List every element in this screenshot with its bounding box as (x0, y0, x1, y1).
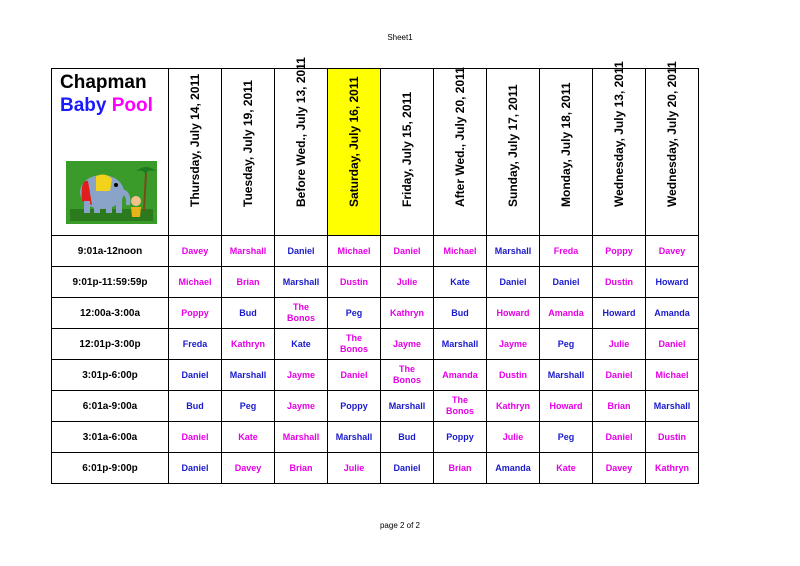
date-header (593, 61, 646, 236)
participant-cell: Marshall (487, 236, 540, 267)
participant-cell: Daniel (540, 267, 593, 298)
time-slot: 6:01a-9:00a (52, 391, 169, 422)
participant-cell: Kathryn (487, 391, 540, 422)
schedule-row (52, 267, 699, 298)
participant-cell: Brian (222, 267, 275, 298)
participant-cell: Amanda (434, 360, 487, 391)
date-label: Tuesday, July 19, 2011 (241, 80, 255, 207)
participant-cell: Marshall (434, 329, 487, 360)
participant-cell: Peg (540, 422, 593, 453)
date-header (487, 69, 540, 236)
participant-cell: Poppy (328, 391, 381, 422)
date-header (381, 69, 434, 236)
date-label: Wednesday, July 13, 2011 (612, 61, 626, 207)
page-footer: page 2 of 2 (379, 521, 421, 530)
participant-cell: Michael (328, 236, 381, 267)
participant-cell: Poppy (169, 298, 222, 329)
participant-cell: Davey (593, 453, 646, 484)
schedule-row (52, 453, 699, 484)
participant-cell: Jayme (381, 329, 434, 360)
participant-cell: Peg (540, 329, 593, 360)
date-header (434, 69, 487, 236)
date-header (540, 69, 593, 236)
participant-cell: Dustin (328, 267, 381, 298)
participant-cell: Bud (434, 298, 487, 329)
participant-cell: Brian (593, 391, 646, 422)
participant-cell: Bud (222, 298, 275, 329)
participant-cell: Michael (434, 236, 487, 267)
schedule-row (52, 236, 699, 267)
participant-cell: Michael (646, 360, 699, 391)
time-slot: 3:01a-6:00a (52, 422, 169, 453)
pool-title-line2 (60, 95, 153, 117)
schedule-row (52, 298, 699, 329)
sheet-title: Sheet1 (387, 33, 413, 42)
participant-cell: Davey (222, 453, 275, 484)
date-header (646, 61, 699, 236)
participant-cell: Marshall (328, 422, 381, 453)
participant-cell: Howard (487, 298, 540, 329)
date-label: Monday, July 18, 2011 (559, 82, 573, 207)
participant-cell: Daniel (381, 453, 434, 484)
participant-cell: Jayme (487, 329, 540, 360)
participant-cell: Julie (328, 453, 381, 484)
participant-cell: Daniel (169, 360, 222, 391)
participant-cell: Amanda (487, 453, 540, 484)
participant-cell: Daniel (328, 360, 381, 391)
participant-cell: Daniel (487, 267, 540, 298)
participant-cell: Marshall (222, 236, 275, 267)
participant-cell: Brian (434, 453, 487, 484)
participant-cell: Amanda (540, 298, 593, 329)
date-header (275, 57, 328, 236)
participant-cell: Howard (593, 298, 646, 329)
date-label: After Wed., July 20, 2011 (453, 67, 467, 207)
participant-cell: Poppy (593, 236, 646, 267)
participant-cell: Daniel (593, 360, 646, 391)
participant-cell: Daniel (593, 422, 646, 453)
date-label: Saturday, July 16, 2011 (347, 76, 361, 207)
participant-cell: The Bonos (381, 360, 434, 391)
time-slot: 12:01p-3:00p (52, 329, 169, 360)
participant-cell: Marshall (222, 360, 275, 391)
date-label: Wednesday, July 20, 2011 (665, 61, 679, 207)
participant-cell: Davey (169, 236, 222, 267)
schedule-row (52, 391, 699, 422)
participant-cell: Kathryn (381, 298, 434, 329)
participant-cell: Jayme (275, 360, 328, 391)
participant-cell: Marshall (646, 391, 699, 422)
participant-cell: Jayme (275, 391, 328, 422)
participant-cell: Marshall (381, 391, 434, 422)
date-label: Thursday, July 14, 2011 (188, 73, 202, 207)
participant-cell: Howard (540, 391, 593, 422)
participant-cell: Kate (275, 329, 328, 360)
participant-cell: Daniel (169, 453, 222, 484)
participant-cell: The Bonos (434, 391, 487, 422)
schedule-row (52, 360, 699, 391)
participant-cell: Howard (646, 267, 699, 298)
participant-cell: Daniel (381, 236, 434, 267)
pool-title-baby: Baby (60, 95, 107, 116)
participant-cell: Brian (275, 453, 328, 484)
participant-cell: Julie (593, 329, 646, 360)
date-label: Before Wed., July 13, 2011 (294, 57, 308, 207)
participant-cell: Daniel (275, 236, 328, 267)
date-label: Sunday, July 17, 2011 (506, 84, 520, 207)
pool-title-cell (52, 69, 169, 236)
participant-cell: Daniel (646, 329, 699, 360)
date-header (222, 69, 275, 236)
date-header (328, 69, 381, 236)
date-label: Friday, July 15, 2011 (400, 91, 414, 207)
schedule-row (52, 329, 699, 360)
participant-cell: Marshall (275, 422, 328, 453)
participant-cell: Dustin (593, 267, 646, 298)
participant-cell: Davey (646, 236, 699, 267)
baby-pool-table (51, 57, 699, 484)
pool-title-pool: Pool (111, 95, 153, 116)
participant-cell: Julie (487, 422, 540, 453)
schedule-body (52, 236, 699, 484)
participant-cell: Dustin (487, 360, 540, 391)
participant-cell: Peg (328, 298, 381, 329)
time-slot: 9:01p-11:59:59p (52, 267, 169, 298)
participant-cell: Kate (540, 453, 593, 484)
participant-cell: Amanda (646, 298, 699, 329)
participant-cell: Daniel (169, 422, 222, 453)
time-slot: 6:01p-9:00p (52, 453, 169, 484)
participant-cell: Peg (222, 391, 275, 422)
pool-title-line1: Chapman (60, 72, 147, 93)
participant-cell: Bud (381, 422, 434, 453)
participant-cell: Kate (434, 267, 487, 298)
participant-cell: The Bonos (328, 329, 381, 360)
time-slot: 12:00a-3:00a (52, 298, 169, 329)
header-row (52, 69, 699, 236)
time-slot: 3:01p-6:00p (52, 360, 169, 391)
participant-cell: Marshall (275, 267, 328, 298)
participant-cell: Kathryn (222, 329, 275, 360)
participant-cell: The Bonos (275, 298, 328, 329)
participant-cell: Freda (169, 329, 222, 360)
elephant-logo-icon (66, 161, 157, 224)
time-slot: 9:01a-12noon (52, 236, 169, 267)
participant-cell: Bud (169, 391, 222, 422)
participant-cell: Dustin (646, 422, 699, 453)
participant-cell: Marshall (540, 360, 593, 391)
participant-cell: Poppy (434, 422, 487, 453)
participant-cell: Julie (381, 267, 434, 298)
schedule-row (52, 422, 699, 453)
participant-cell: Kathryn (646, 453, 699, 484)
participant-cell: Michael (169, 267, 222, 298)
participant-cell: Freda (540, 236, 593, 267)
participant-cell: Kate (222, 422, 275, 453)
date-header (169, 69, 222, 236)
